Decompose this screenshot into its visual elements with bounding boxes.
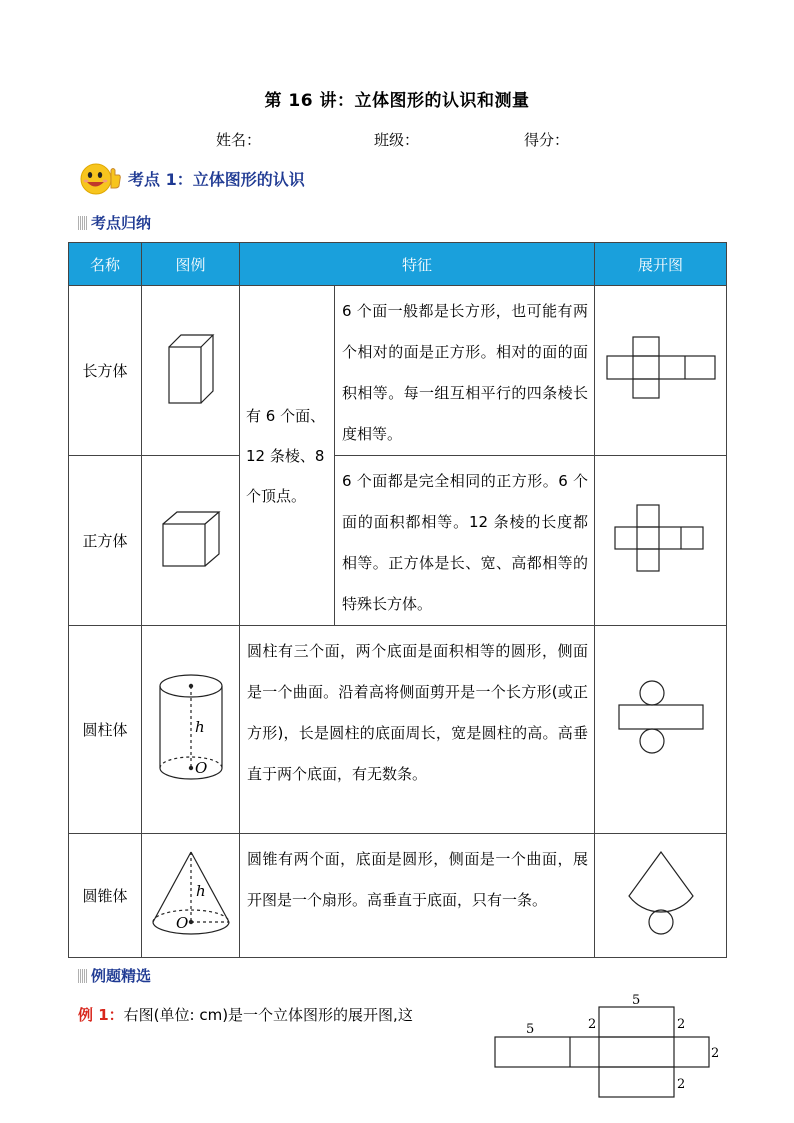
cuboid-name: 长方体 bbox=[69, 286, 142, 456]
dim-a: 2 bbox=[588, 1017, 597, 1032]
cube-figure bbox=[142, 456, 240, 626]
cylinder-name: 圆柱体 bbox=[69, 626, 142, 834]
cylinder-figure bbox=[142, 626, 240, 834]
cube-features: 6 个面都是完全相同的正方形。6 个面的面积都相等。12 条棱的长度都相等。正方体是长、宽、高都相等的特殊长方体。 bbox=[335, 456, 595, 626]
cuboid-figure bbox=[142, 286, 240, 456]
cone-net-drawing bbox=[624, 844, 698, 944]
cube-net bbox=[595, 456, 727, 626]
cube-drawing bbox=[159, 508, 223, 570]
cube-name: 正方体 bbox=[69, 456, 142, 626]
cylinder-net bbox=[595, 626, 727, 834]
cone-height-label: h bbox=[195, 881, 206, 900]
table-row-cone bbox=[69, 834, 727, 958]
cone-drawing bbox=[146, 846, 236, 942]
cone-name: 圆锥体 bbox=[69, 834, 142, 958]
cube-net-drawing bbox=[613, 503, 709, 575]
example-1-net-diagram bbox=[490, 990, 722, 1102]
dim-c: 2 bbox=[711, 1046, 720, 1061]
section-label: 考点 1：立体图形的认识 bbox=[128, 169, 305, 189]
table-row-cuboid bbox=[69, 286, 727, 456]
smiley-thumbs-up-icon bbox=[78, 160, 122, 196]
score-label: 得分： bbox=[524, 131, 570, 149]
cylinder-drawing bbox=[155, 672, 227, 784]
heading-bar-icon bbox=[78, 969, 88, 983]
cylinder-center-label: O bbox=[194, 758, 207, 777]
cone-net bbox=[595, 834, 727, 958]
cuboid-net bbox=[595, 286, 727, 456]
cuboid-drawing bbox=[161, 329, 221, 409]
examples-heading-text: 例题精选 bbox=[91, 967, 152, 985]
cuboid-features: 6 个面一般都是长方形，也可能有两个相对的面是正方形。相对的面的面积相等。每一组互相平行的四条棱长度相等。 bbox=[335, 286, 595, 456]
cone-figure bbox=[142, 834, 240, 958]
heading-bar-icon bbox=[78, 216, 88, 230]
dim-d: 2 bbox=[677, 1077, 686, 1092]
cuboid-net-drawing bbox=[605, 334, 717, 404]
section-heading bbox=[78, 160, 305, 196]
cone-center-label: O bbox=[175, 913, 188, 932]
cylinder-net-drawing bbox=[616, 678, 706, 778]
dim-b: 2 bbox=[677, 1017, 686, 1032]
example-1 bbox=[78, 1004, 413, 1025]
page-title: 第 16 讲：立体图形的认识和测量 bbox=[264, 91, 530, 111]
header-net: 展开图 bbox=[595, 243, 727, 286]
example-1-text: 右图(单位: cm)是一个立体图形的展开图,这 bbox=[123, 1006, 413, 1024]
name-label: 姓名： bbox=[216, 131, 262, 149]
common-feature: 有 6 个面、12 条棱、8 个顶点。 bbox=[240, 286, 335, 626]
dim-left: 5 bbox=[526, 1022, 535, 1037]
cone-features: 圆锥有两个面，底面是圆形，侧面是一个曲面，展开图是一个扇形。高垂直于底面，只有一条。 bbox=[240, 834, 595, 958]
summary-heading bbox=[78, 212, 151, 233]
shapes-table bbox=[68, 242, 727, 958]
example-1-label: 例 1： bbox=[78, 1006, 124, 1024]
class-label: 班级： bbox=[374, 131, 420, 149]
cylinder-features: 圆柱有三个面，两个底面是面积相等的圆形，侧面是一个曲面。沿着高将侧面剪开是一个长方形(或正方形)，长是圆柱的底面周长，宽是圆柱的高。高垂直于两个底面，有无数条。 bbox=[240, 626, 595, 834]
dim-top: 5 bbox=[632, 993, 641, 1008]
header-figure: 图例 bbox=[142, 243, 240, 286]
cylinder-height-label: h bbox=[194, 717, 205, 736]
header-features: 特征 bbox=[240, 243, 595, 286]
table-header-row bbox=[69, 243, 727, 286]
header-name: 名称 bbox=[69, 243, 142, 286]
table-row-cylinder bbox=[69, 626, 727, 834]
summary-heading-text: 考点归纳 bbox=[91, 214, 152, 232]
examples-heading bbox=[78, 965, 151, 986]
table-row-cube bbox=[69, 456, 727, 626]
